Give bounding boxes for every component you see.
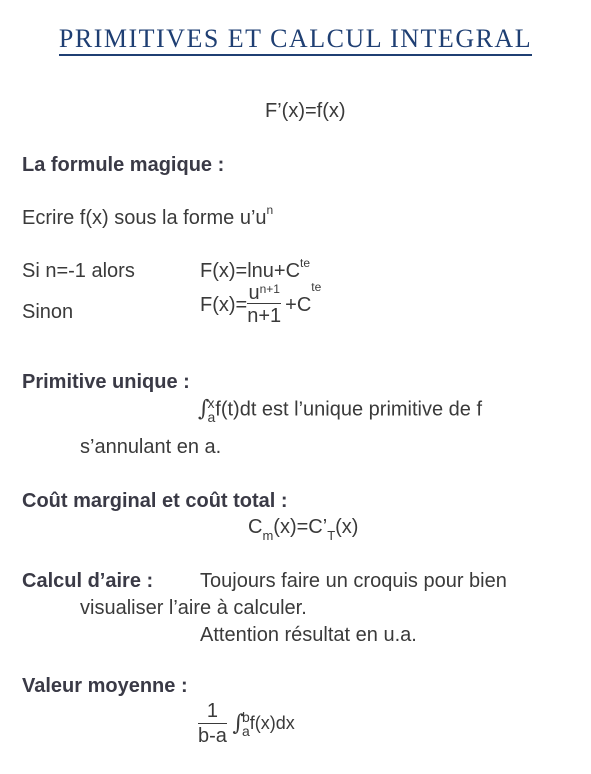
integral-sign: ∫ [198,396,210,422]
case2-formula: F(x)= $\frac{u^{n+1}}{n+1}$ $+C^{te}$ [200,280,322,327]
case2-label: Sinon [22,301,74,323]
unique-formula: ∫ x a f(t)dt est l’unique primitive de f [198,395,483,425]
unique-text-2: s’annulant en a. [80,436,222,458]
aire-text-1: Toujours faire un croquis pour bien [200,570,507,592]
marginal-formula: $C_m(x)=C’_T(x)$ [248,516,359,543]
case1-formula: $F(x)=\ln u+C^{te}$ [200,256,311,282]
moyenne-formula: $\frac{1}{b-a}$ ∫ b a f(x)dx [198,700,295,747]
magic-line: Ecrire f(x) sous la forme $u’u^n$ [22,203,274,229]
moyenne-fraction: $\frac{1}{b-a}$ [198,700,227,747]
aire-text-2: visualiser l’aire à calculer. [80,597,307,619]
marginal-heading: Coût marginal et coût total : [22,490,288,512]
unique-heading: Primitive unique : [22,371,190,393]
magic-heading: La formule magique : [22,154,225,176]
moyenne-heading: Valeur moyenne : [22,675,188,697]
case1-label: Si n=-1 alors [22,260,135,282]
aire-text-3: Attention résultat en u.a. [200,624,417,646]
intro-formula: F’(x)=f(x) [265,100,346,122]
case2-fraction: $\frac{u^{n+1}}{n+1}$ [247,282,282,327]
page-title: PRIMITIVES ET CALCUL INTEGRAL [0,24,591,54]
aire-heading: Calcul d’aire : [22,570,154,592]
integral-sign-2: ∫ [232,711,244,736]
